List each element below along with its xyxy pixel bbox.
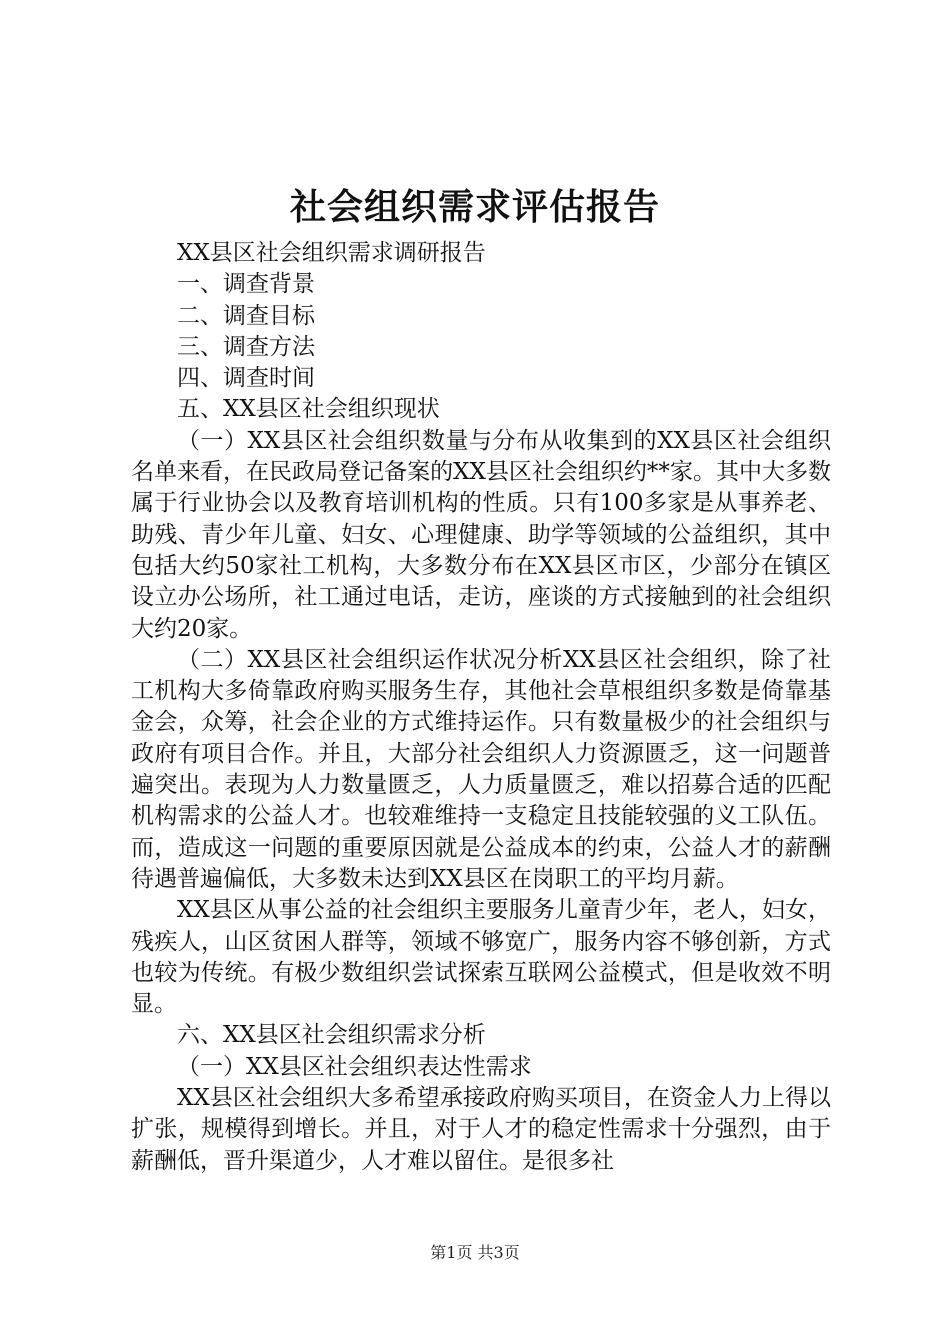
paragraph-expressed-needs: XX县区社会组织大多希望承接政府购买项目，在资金人力上得以扩张，规模得到增长。并且，对于人才的稳定性需求十分强烈，由于薪酬低，晋升渠道少，人才难以留住。是很多社 xyxy=(131,1085,831,1174)
heading-survey-methods: 三、调查方法 xyxy=(177,333,315,360)
heading-needs-analysis: 六、XX县区社会组织需求分析 xyxy=(177,1022,486,1049)
paragraph-report-subtitle: XX县区社会组织需求调研报告 xyxy=(177,240,486,266)
page-number-footer: 第1页 共3页 xyxy=(430,1243,520,1262)
paragraph-operation-analysis: （二）XX县区社会组织运作状况分析XX县区社会组织，除了社工机构大多倚靠政府购买服务生存，其他社会草根组织多数是倚靠基金会，众筹，社会企业的方式维持运作。只有数量极少的社会组织与政府有项目合作。并且，大部分社会组织人力资源匮乏，这一问题普遍突出。表现为人力数量匮乏，人力质量匮乏，难以招募合适的匹配机构需求的公益人才。也较难维持一支稳定且技能较强的义工队伍。而，造成这一问题的重要原因就是公益成本的约束，公益人才的薪酬待遇普遍偏低，大多数未达到XX县区在岗职工的平均月薪。 xyxy=(131,646,831,892)
document-body xyxy=(131,238,831,1177)
heading-survey-background: 一、调查背景 xyxy=(177,271,315,298)
heading-survey-goals: 二、调查目标 xyxy=(177,302,315,329)
subheading-expressed-needs: （一）XX县区社会组织表达性需求 xyxy=(177,1053,532,1080)
heading-survey-time: 四、调查时间 xyxy=(177,365,315,392)
paragraph-service-fields: XX县区从事公益的社会组织主要服务儿童青少年，老人，妇女，残疾人，山区贫困人群等，领域不够宽广，服务内容不够创新，方式也较为传统。有极少数组织尝试探索互联网公益模式，但是收效不明显。 xyxy=(131,897,831,1018)
document-title: 社会组织需求评估报告 xyxy=(289,186,660,228)
paragraph-quantity-distribution: （一）XX县区社会组织数量与分布从收集到的XX县区社会组织名单来看，在民政局登记备案的XX县区社会组织约**家。其中大多数属于行业协会以及教育培训机构的性质。只有100多家是从事养老、助残、青少年儿童、妇女、心理健康、助学等领域的公益组织，其中包括大约50家社工机构，大多数分布在XX县区市区，少部分在镇区设立办公场所，社工通过电话，走访，座谈的方式接触到的社会组织大约20家。 xyxy=(131,427,831,642)
heading-current-status: 五、XX县区社会组织现状 xyxy=(177,396,440,423)
